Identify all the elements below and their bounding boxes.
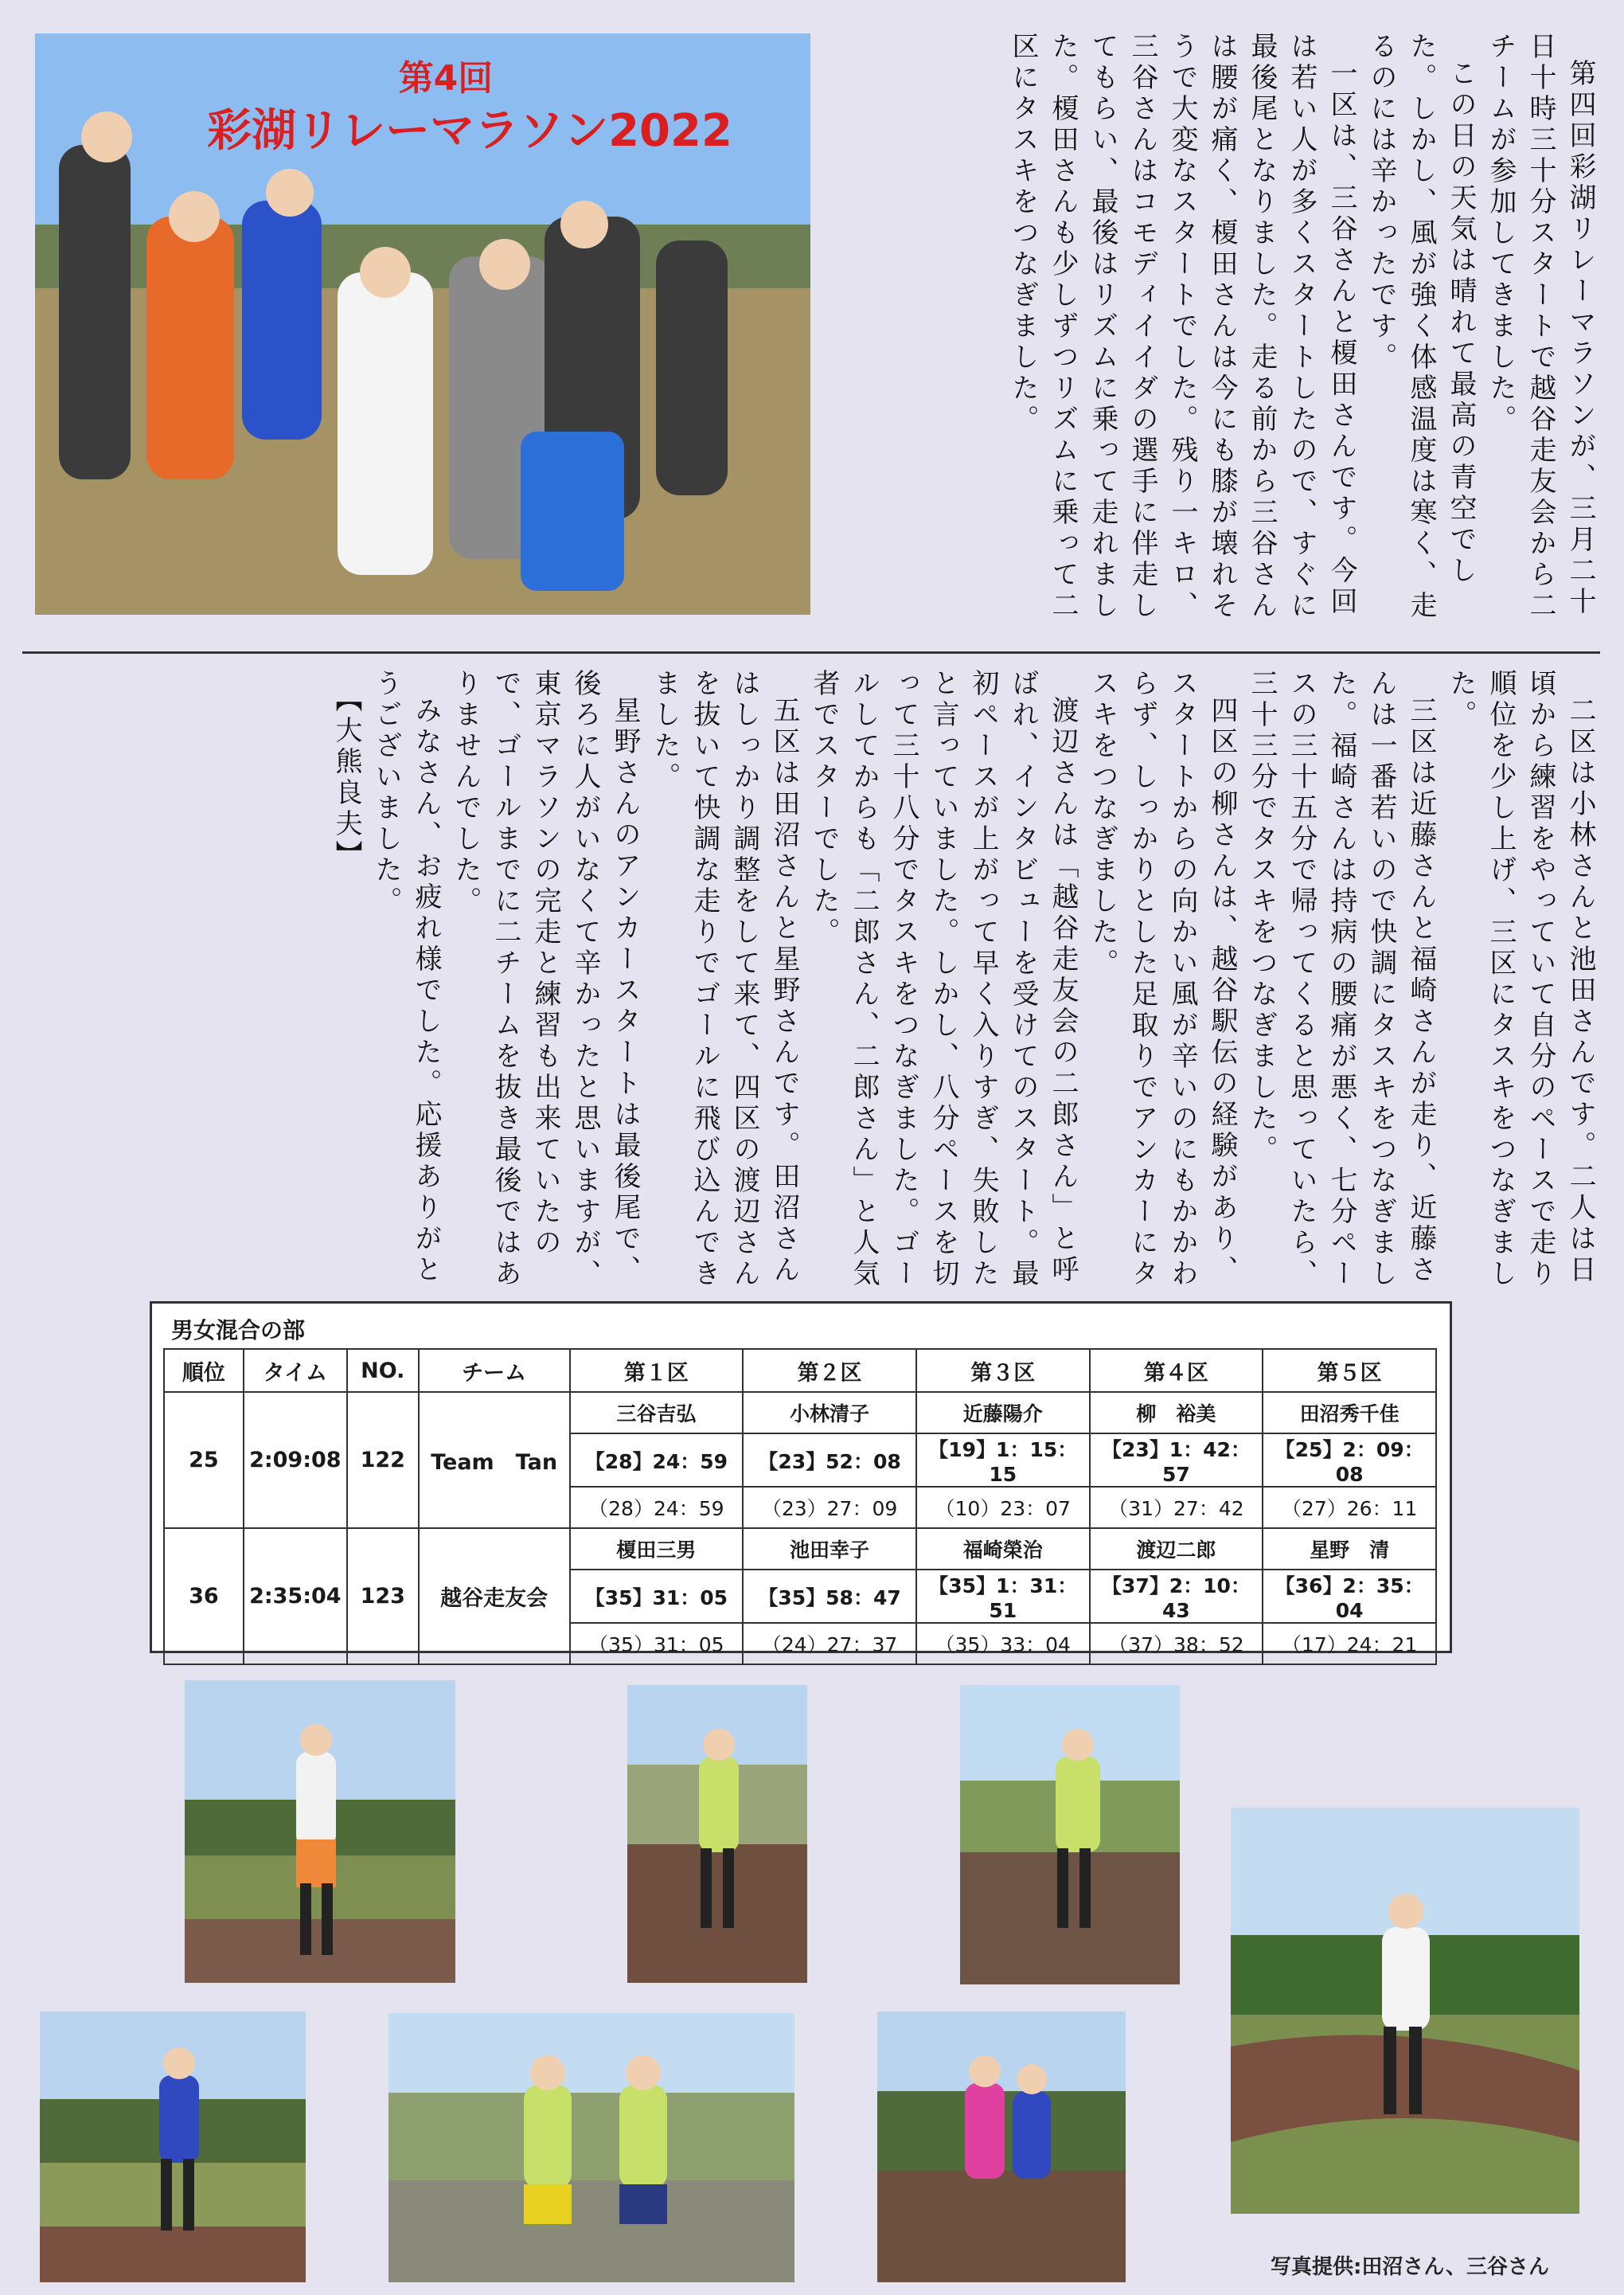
split-time: （10）23：07	[916, 1487, 1090, 1528]
table-caption: 男女混合の部	[171, 1317, 306, 1343]
runner-name: 池田幸子	[743, 1528, 916, 1570]
article-paragraph: みなさん、お疲れ様でした。応援ありがとうございました。	[370, 669, 442, 1286]
team-rank: 25	[164, 1392, 244, 1528]
photo-credit: 写真提供:田沼さん、三谷さん	[1271, 2255, 1549, 2279]
team-no: 122	[347, 1392, 419, 1528]
split-time: （23）27：09	[743, 1487, 916, 1528]
runner-photo	[388, 2013, 794, 2282]
runner-name: 福崎榮治	[916, 1528, 1090, 1570]
runner-scene	[185, 1680, 455, 1983]
article-paragraph: 一区は、三谷さんと榎田さんです。今回は若い人が多くスタートしたので、すぐに最後尾となりました。走る前から三谷さんは腰が痛く、榎田さんは今にも膝が壊れそうで大変なスタートでした。残り一キロ、三谷さんはコモディイイダの選手に伴走してもらい、最後はリズムに乗って走れました。榎田さんも少しずつリズムに乗って二区にタスキをつなぎました。	[1007, 32, 1357, 622]
header-time: タイム	[244, 1349, 347, 1392]
team-name: Team Tan	[419, 1392, 570, 1528]
cumulative-time: 【23】1：42：57	[1090, 1433, 1263, 1487]
split-time: （27）26：11	[1263, 1487, 1436, 1528]
article-paragraph: 渡辺さんは「越谷走友会の二郎さん」と呼ばれ、インタビューを受けてのスタート。最初ペースが上がって早く入りすぎ、失敗したと言っていました。しかし、八分ペースを切って三十八分でタスキをつなぎました。ゴールしてからも「二郎さん、二郎さん」と人気者でスターでした。	[808, 669, 1079, 1290]
split-time: （31）27：42	[1090, 1487, 1263, 1528]
header-leg2: 第２区	[743, 1349, 916, 1392]
runner-name: 星野 清	[1263, 1528, 1436, 1570]
hero-title-number: 第4回	[398, 58, 494, 99]
cumulative-time: 【28】24：59	[570, 1433, 744, 1487]
team-time: 2:35:04	[244, 1528, 347, 1664]
cumulative-time: 【36】2：35：04	[1263, 1570, 1436, 1623]
article-bottom	[32, 669, 1600, 1290]
header-leg4: 第４区	[1090, 1349, 1263, 1392]
cumulative-time: 【35】58：47	[743, 1570, 916, 1623]
cumulative-time: 【35】31：05	[570, 1570, 744, 1623]
article-author: 【大熊良夫】	[330, 685, 362, 871]
split-time: （17）24：21	[1263, 1623, 1436, 1664]
runner-name: 渡辺二郎	[1090, 1528, 1263, 1570]
runner-scene	[960, 1685, 1180, 1984]
runner-scene	[40, 2012, 306, 2282]
cumulative-time: 【25】2：09：08	[1263, 1433, 1436, 1487]
cumulative-time: 【23】52：08	[743, 1433, 916, 1487]
runner-scene	[627, 1685, 807, 1983]
cumulative-time: 【35】1：31：51	[916, 1570, 1090, 1623]
hero-title-event: 彩湖リレーマラソン2022	[207, 105, 732, 157]
runner-name: 田沼秀千佳	[1263, 1392, 1436, 1433]
team-no: 123	[347, 1528, 419, 1664]
article-paragraph: 四区の柳さんは、越谷駅伝の経験があり、スタートからの向かい風が辛いのにもかかわらず、しっかりとした足取りでアンカーにタスキをつなぎました。	[1087, 669, 1238, 1290]
article-paragraph: この日の天気は晴れて最高の青空でした。しかし、風が強く体感温度は寒く、走るのには辛かったです。	[1365, 32, 1477, 622]
results-table-box	[150, 1301, 1452, 1656]
section-divider	[22, 651, 1600, 654]
team-rank: 36	[164, 1528, 244, 1664]
table-row	[164, 1528, 1436, 1570]
runner-scene	[877, 2012, 1126, 2282]
runner-name: 小林清子	[743, 1392, 916, 1433]
runner-scene	[388, 2013, 794, 2282]
runner-photo	[627, 1685, 807, 1983]
header-leg5: 第５区	[1263, 1349, 1436, 1392]
article-paragraph: 星野さんのアンカースタートは最後尾で、後ろに人がいなくて辛かったと思いますが、東京マラソンの完走と練習も出来ていたので、ゴールまでに二チームを抜き最後ではありませんでした。	[450, 669, 641, 1290]
runner-photo	[877, 2012, 1126, 2282]
header-no: NO.	[347, 1349, 419, 1392]
article-paragraph: 五区は田沼さんと星野さんです。田沼さんはしっかり調整をして来て、四区の渡辺さんを抜いて快調な走りでゴールに飛び込んできました。	[649, 669, 800, 1290]
header-team: チーム	[419, 1349, 570, 1392]
article-paragraph: 三区は近藤さんと福崎さんが走り、近藤さんは一番若いので快調にタスキをつなぎました。福崎さんは持病の腰痛が悪く、七分ペースの三十五分で帰ってくると思っていたら、三十三分でタスキをつなぎました。	[1246, 669, 1437, 1290]
team-name: 越谷走友会	[419, 1528, 570, 1664]
split-time: （35）31：05	[570, 1623, 744, 1664]
runner-name: 近藤陽介	[916, 1392, 1090, 1433]
split-time: （28）24：59	[570, 1487, 744, 1528]
runner-scene	[1231, 1808, 1579, 2214]
article-paragraph: 第四回彩湖リレーマラソンが、三月二十日十時三十分スタートで越谷走友会から二チームが参加してきました。	[1485, 32, 1596, 622]
table-row	[164, 1392, 1436, 1433]
table-header-row	[164, 1349, 1436, 1392]
runner-photo	[40, 2012, 306, 2282]
cumulative-time: 【37】2：10：43	[1090, 1570, 1263, 1623]
header-leg1: 第１区	[570, 1349, 744, 1392]
split-time: （35）33：04	[916, 1623, 1090, 1664]
runner-photo	[185, 1680, 455, 1983]
runner-photo	[1231, 1808, 1579, 2214]
cumulative-time: 【19】1：15：15	[916, 1433, 1090, 1487]
header-rank: 順位	[164, 1349, 244, 1392]
runner-name: 柳 裕美	[1090, 1392, 1263, 1433]
split-time: （37）38：52	[1090, 1623, 1263, 1664]
header-leg3: 第３区	[916, 1349, 1090, 1392]
split-time: （24）27：37	[743, 1623, 916, 1664]
article-paragraph: 二区は小林さんと池田さんです。二人は日頃から練習をやっていて自分のペースで走り順位を少し上げ、三区にタスキをつなぎました。	[1445, 669, 1596, 1290]
runner-photo	[960, 1685, 1180, 1984]
article-top	[844, 32, 1600, 645]
runner-name: 榎田三男	[570, 1528, 744, 1570]
results-table	[163, 1348, 1437, 1665]
team-time: 2:09:08	[244, 1392, 347, 1528]
runner-name: 三谷吉弘	[570, 1392, 744, 1433]
